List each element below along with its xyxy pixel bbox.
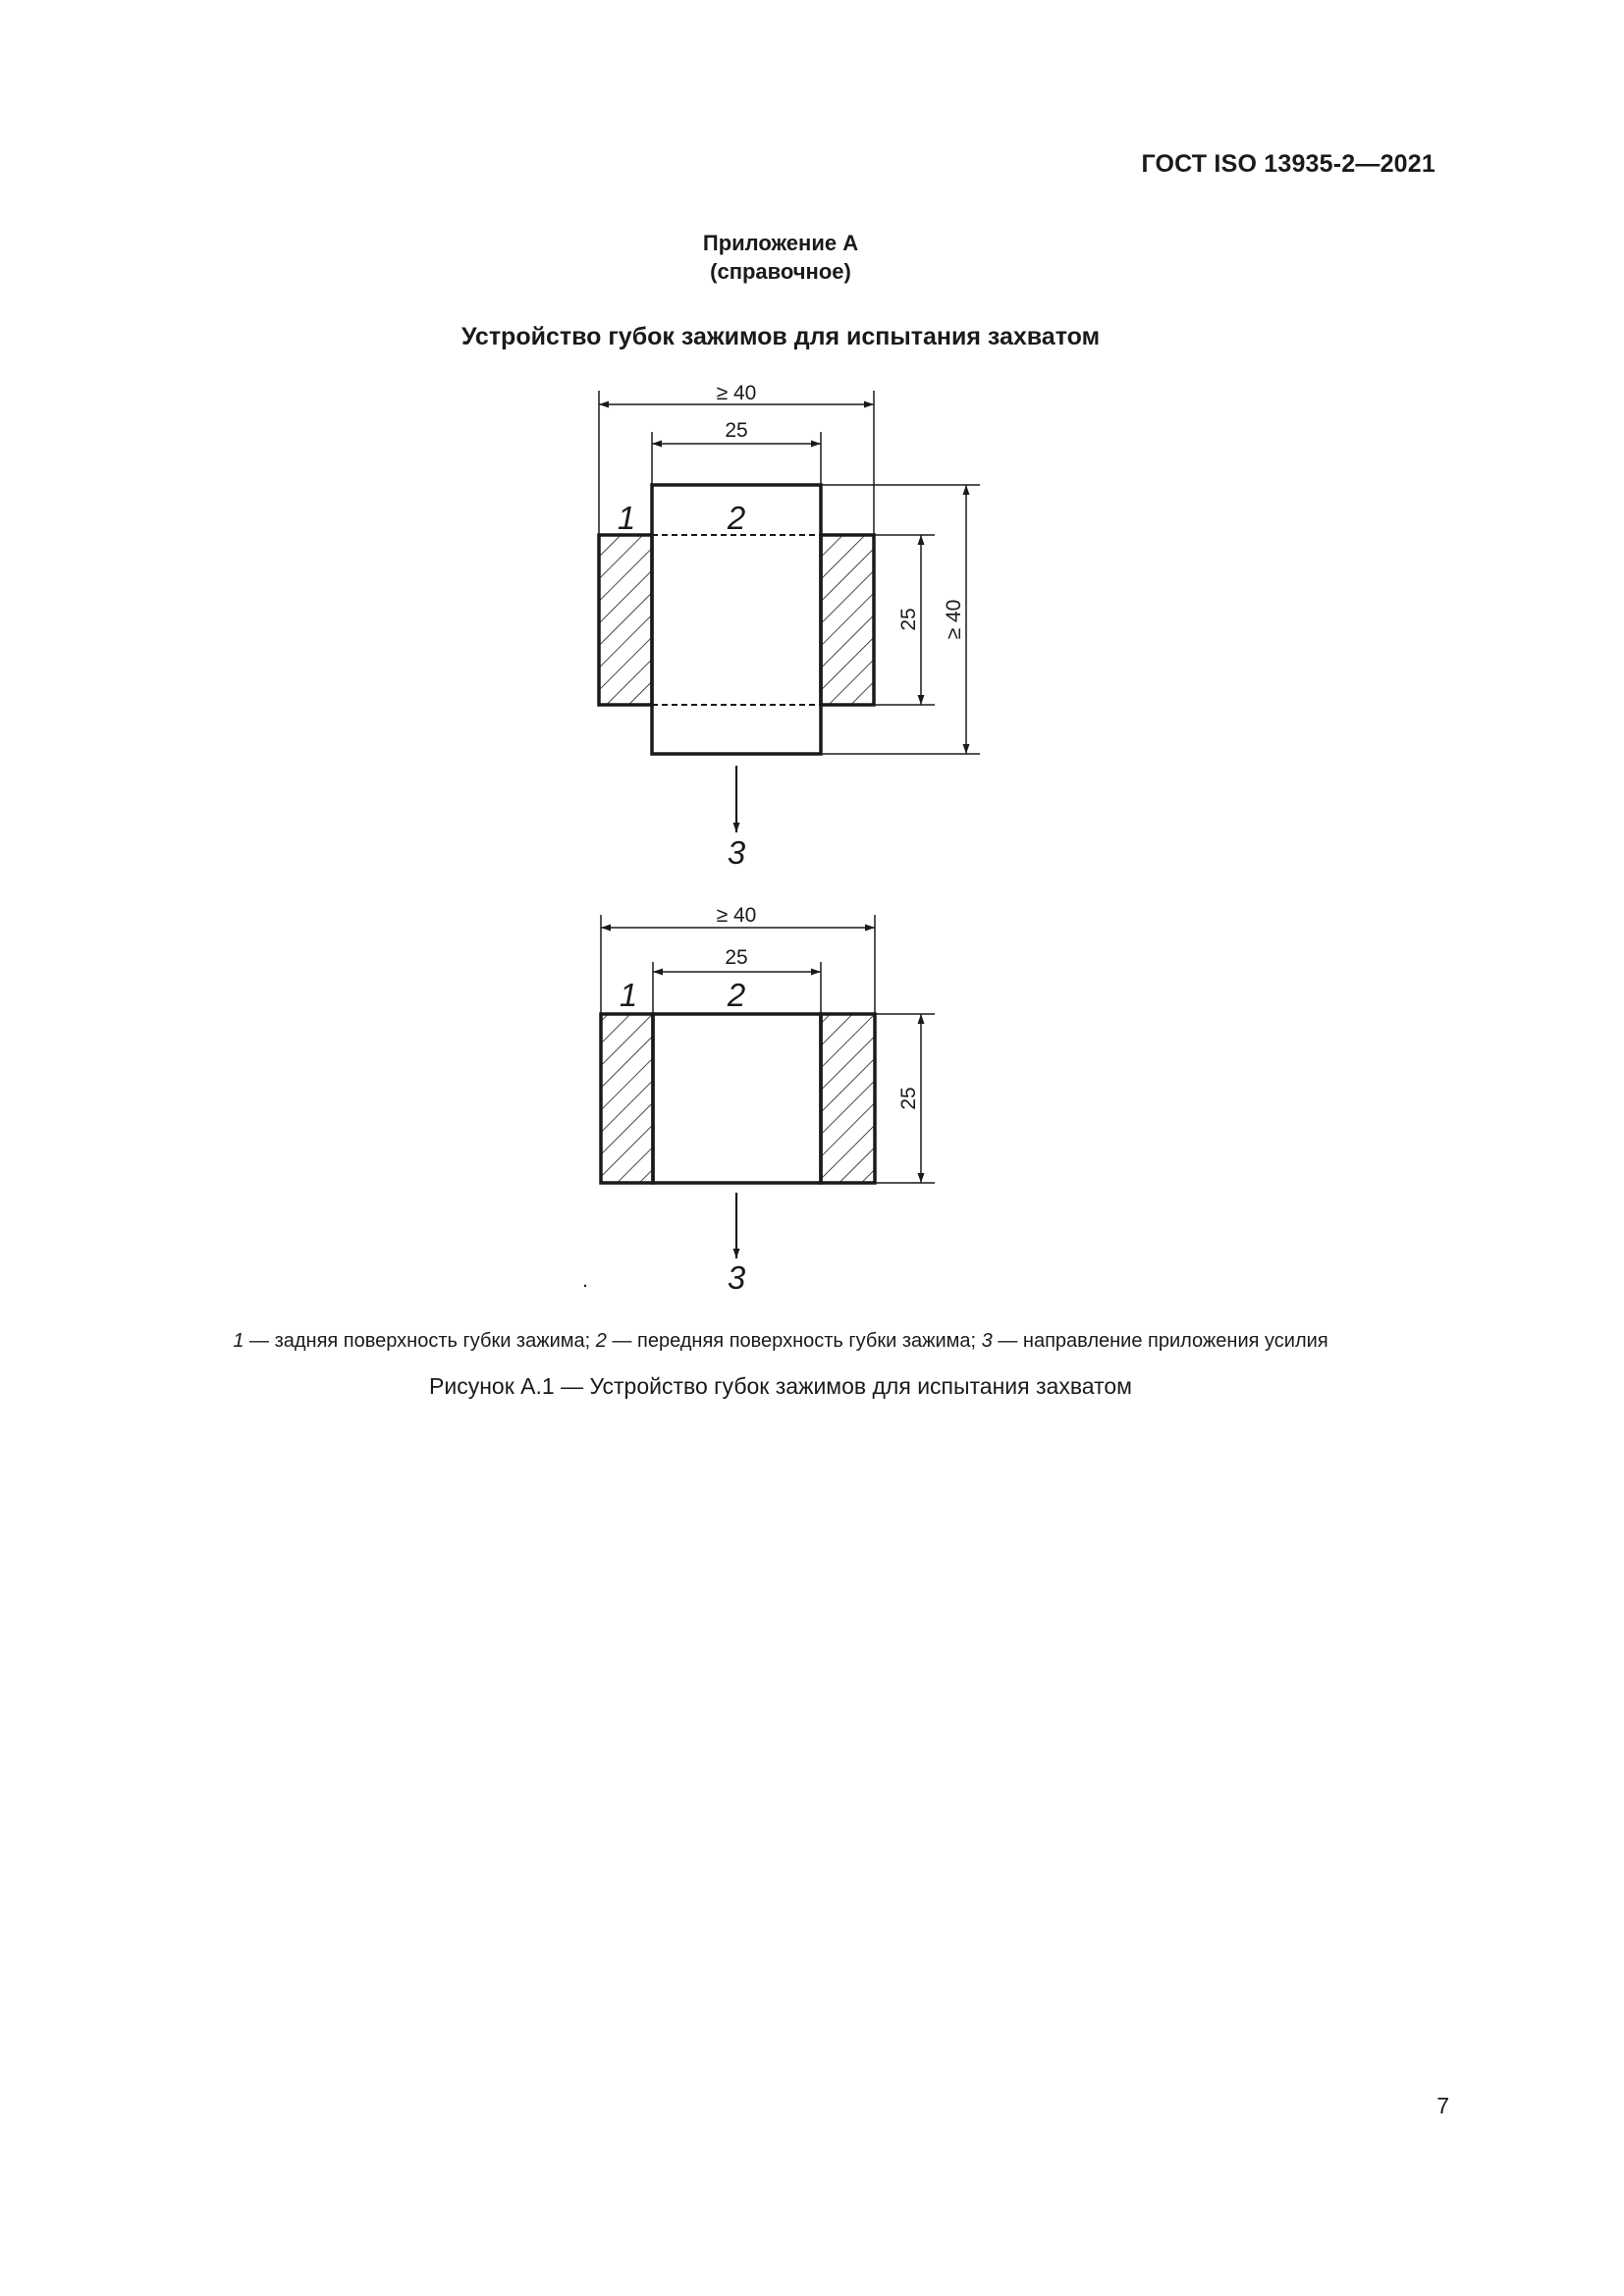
legend-num-2: 2 xyxy=(595,1330,607,1352)
bottom-left-jaw-back-face xyxy=(601,1014,653,1183)
bottom-callout-front-face: 2 xyxy=(727,977,746,1013)
annex-title: Приложение А xyxy=(702,231,859,255)
top-callout-front-face: 2 xyxy=(727,500,746,536)
figure-legend xyxy=(0,1330,1561,1353)
top-callout-back-face: 1 xyxy=(617,500,636,536)
top-callout-force: 3 xyxy=(727,834,746,871)
bottom-drawing xyxy=(582,904,935,1296)
top-dim-inner-height: 25 xyxy=(897,608,920,631)
bottom-callout-force: 3 xyxy=(727,1259,746,1296)
bottom-dim-height: 25 xyxy=(897,1087,920,1110)
bottom-dim-inner-width: 25 xyxy=(725,946,748,969)
stray-dot-mark: . xyxy=(582,1269,588,1292)
top-dim-outer-width: ≥ 40 xyxy=(716,382,757,404)
top-left-jaw-back-face xyxy=(599,535,652,705)
top-drawing xyxy=(599,382,980,871)
top-dim-inner-width: 25 xyxy=(725,419,748,442)
standard-header: ГОСТ ISO 13935-2—2021 xyxy=(1141,150,1435,178)
bottom-callout-back-face: 1 xyxy=(619,977,638,1013)
section-title: Устройство губок зажимов для испытания захватом xyxy=(460,323,1101,350)
legend-text-1: — задняя поверхность губки зажима; xyxy=(244,1330,596,1352)
top-dim-outer-height: ≥ 40 xyxy=(943,599,965,640)
legend-text-2: — передняя поверхность губки зажима; xyxy=(606,1330,982,1352)
legend-text-3: — направление приложения усилия xyxy=(992,1330,1328,1352)
top-right-jaw xyxy=(821,535,874,705)
legend-num-3: 3 xyxy=(981,1330,993,1352)
bottom-dim-outer-width: ≥ 40 xyxy=(716,904,757,927)
annex-status: (справочное) xyxy=(710,259,851,284)
legend-num-1: 1 xyxy=(233,1330,244,1352)
bottom-front-jaw-face xyxy=(653,1014,821,1183)
page-number: 7 xyxy=(1436,2093,1449,2118)
figure-caption: Рисунок А.1 — Устройство губок зажимов для испытания захватом xyxy=(429,1373,1132,1399)
bottom-right-jaw xyxy=(821,1014,875,1183)
